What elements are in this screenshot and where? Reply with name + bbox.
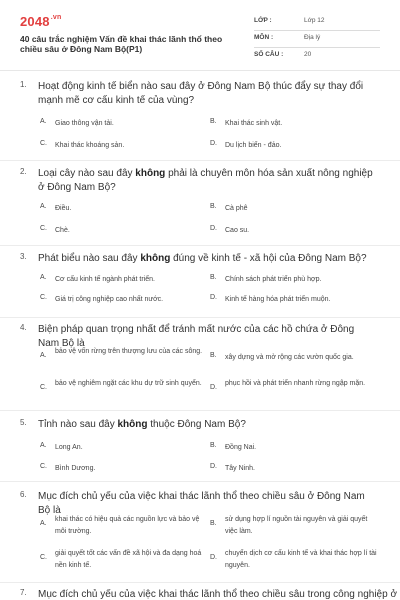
question-text: Hoạt động kinh tế biển nào sau đây ở Đông Nam Bộ thúc đẩy sự thay đổi mạnh mẽ cơ cấu kinh tế của vùng? [38, 81, 364, 106]
option-letter: B. [210, 203, 217, 210]
question-divider [0, 582, 400, 583]
option-letter: B. [210, 442, 217, 449]
question-divider [0, 410, 400, 411]
option-text: bảo vệ vốn rừng trên thượng lưu của các sông. [55, 348, 203, 355]
meta-count-label: SỐ CÂU : [254, 51, 284, 58]
meta-subject [254, 31, 380, 48]
question-text: Biện pháp quan trọng nhất để tránh mất nước của các hồ chứa ở Đông Nam Bộ là [38, 324, 355, 349]
option-letter: A. [40, 520, 47, 527]
option-letter: C. [40, 225, 47, 232]
meta-grade-value: Lớp 12 [304, 17, 325, 24]
header-divider [0, 70, 400, 71]
option-text: sử dụng hợp lí nguồn tài nguyên và giải quyết việc làm. [225, 516, 368, 535]
question-5 [20, 418, 380, 478]
quiz-header [20, 14, 380, 62]
option-letter: D. [210, 554, 217, 561]
option-text: chuyển dịch cơ cấu kinh tế và khai thác hợp lí tài nguyên. [225, 550, 377, 569]
meta-subject-value: Địa lý [304, 34, 321, 41]
option-text: Du lịch biển - đảo. [225, 142, 282, 149]
option-letter: C. [40, 140, 47, 147]
site-logo[interactable] [20, 14, 61, 29]
question-divider [0, 245, 400, 246]
option-letter: C. [40, 294, 47, 301]
question-text-before: Phát biểu nào sau đây [38, 253, 141, 264]
option-letter: C. [40, 384, 47, 391]
option-text: Đồng Nai. [225, 444, 257, 451]
question-text [38, 418, 378, 432]
option-text: Giá trị công nghiệp cao nhất nước. [55, 296, 164, 303]
option-letter: D. [210, 225, 217, 232]
question-number: 4. [20, 323, 27, 332]
option-text: Cơ cấu kinh tế ngành phát triển. [55, 276, 155, 283]
option-text: phục hồi và phát triển nhanh rừng ngập mặn. [225, 380, 366, 387]
option-text: Giao thông vận tải. [55, 120, 114, 127]
option-letter: B. [210, 274, 217, 281]
option-letter: B. [210, 352, 217, 359]
question-4 [20, 323, 380, 411]
option-text: Điều. [55, 205, 72, 212]
option-text: Cao su. [225, 227, 250, 234]
option-text: Chính sách phát triển phù hợp. [225, 276, 322, 283]
option-text: Kinh tế hàng hóa phát triển muộn. [225, 296, 331, 303]
question-text-emphasis: không [140, 253, 171, 264]
question-text-after: đúng về kinh tế - xã hội của Đông Nam Bộ? [170, 253, 367, 264]
question-text: Mục đích chủ yếu của việc khai thác lãnh thổ theo chiều sâu ở Đông Nam Bộ là [38, 491, 365, 516]
question-text-before: Loại cây nào sau đây [38, 168, 136, 179]
question-text-emphasis: không [135, 168, 166, 179]
option-letter: C. [40, 463, 47, 470]
question-1 [20, 80, 380, 160]
option-letter: D. [210, 384, 217, 391]
meta-grade-label: LỚP : [254, 17, 272, 24]
question-6 [20, 490, 380, 580]
option-letter: A. [40, 203, 47, 210]
question-7 [20, 588, 398, 600]
question-number: 5. [20, 418, 27, 427]
question-text [38, 167, 378, 195]
option-text: Cà phê [225, 205, 248, 212]
question-number: 3. [20, 252, 27, 261]
option-letter: B. [210, 520, 217, 527]
option-text: Khai thác khoáng sản. [55, 142, 125, 149]
option-letter: A. [40, 352, 47, 359]
question-divider [0, 317, 400, 318]
option-text: Chè. [55, 227, 70, 234]
meta-subject-label: MÔN : [254, 34, 274, 41]
option-letter: D. [210, 294, 217, 301]
question-number: 2. [20, 167, 27, 176]
option-text: giải quyết tốt các vấn đề xã hội và đa dạng hoá nền kinh tế. [55, 550, 202, 569]
option-letter: A. [40, 274, 47, 281]
question-3 [20, 252, 380, 318]
question-text-after: phải là chuyên môn hóa sản xuất nông nghiệp ở Đông Nam Bộ? [38, 168, 373, 193]
option-letter: A. [40, 442, 47, 449]
question-number: 1. [20, 80, 27, 89]
option-text: xây dựng và mở rộng các vườn quốc gia. [225, 354, 354, 361]
option-letter: D. [210, 463, 217, 470]
option-text: Bình Dương. [55, 465, 96, 472]
quiz-title: 40 câu trắc nghiệm Vấn đề khai thác lãnh thổ theo chiều sâu ở Đông Nam Bộ(P1) [20, 34, 223, 54]
question-text: Mục đích chủ yếu của việc khai thác lãnh thổ theo chiều sâu trong công nghiệp ở [38, 589, 398, 600]
option-letter: C. [40, 554, 47, 561]
meta-grade [254, 14, 380, 31]
option-letter: B. [210, 118, 217, 125]
logo-text: 2048 [20, 14, 50, 29]
question-number: 6. [20, 490, 27, 499]
question-text-after: thuộc Đông Nam Bộ? [147, 419, 246, 430]
option-letter: A. [40, 118, 47, 125]
question-divider [0, 160, 400, 161]
question-text-before: Tỉnh nào sau đây [38, 419, 118, 430]
quiz-meta [254, 14, 380, 64]
option-letter: D. [210, 140, 217, 147]
question-text-emphasis: không [117, 419, 148, 430]
question-2 [20, 167, 380, 247]
question-text [38, 252, 378, 266]
option-text: bảo vệ nghiêm ngặt các khu dự trữ sinh quyển. [55, 380, 202, 387]
option-text: khai thác có hiệu quả các nguồn lực và bảo vệ môi trường. [55, 516, 200, 535]
meta-count [254, 48, 380, 64]
meta-count-value: 20 [304, 51, 312, 58]
option-text: Tây Ninh. [225, 465, 255, 472]
question-divider [0, 481, 400, 482]
option-text: Long An. [55, 444, 83, 451]
question-number: 7. [20, 588, 27, 597]
logo-suffix: .vn [50, 14, 62, 21]
option-text: Khai thác sinh vật. [225, 120, 283, 127]
